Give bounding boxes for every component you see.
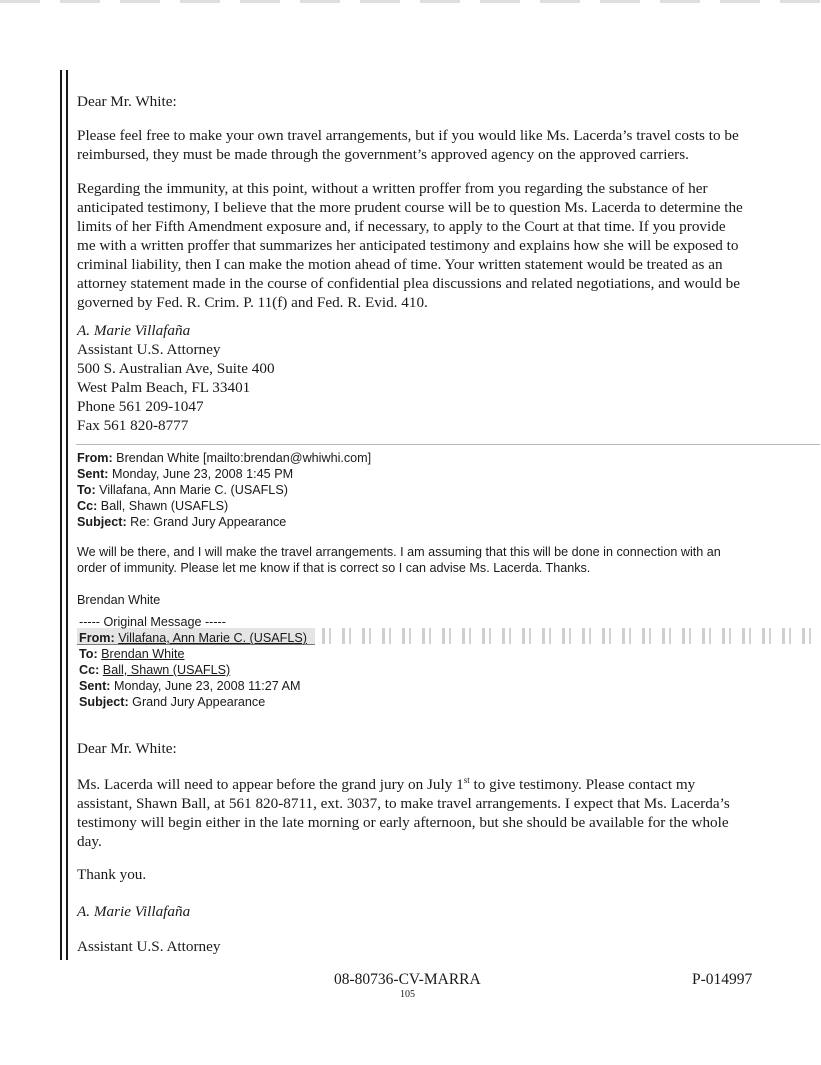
signature-address-2: West Palm Beach, FL 33401 [77,379,251,396]
top-paragraph-2-line: limits of her Fifth Amendment exposure and, if necessary, to apply to the Court at that time. If you provide [77,218,726,235]
original-cc-link[interactable]: Ball, Shawn (USAFLS) [102,663,231,677]
top-paragraph-2-line: Regarding the immunity, at this point, without a written proffer from you regarding the substance of her [77,180,708,197]
top-paragraph-1-line-2: reimbursed, they must be made through the government’s approved agency on the approved carriers. [77,146,689,163]
top-salutation: Dear Mr. White: [77,93,177,110]
top-paragraph-2-line: attorney statement made in the course of confidential plea discussions and related negotiations, and would be [77,275,740,292]
email-cc-label: Cc: [77,499,98,513]
email-body-line-1: We will be there, and I will make the travel arrangements. I am assuming that this will be done in connection with an [77,545,721,559]
original-cc-row [79,662,307,678]
bates-number: P-014997 [692,971,753,988]
original-sent-row [79,678,307,694]
bottom-signature-title: Assistant U.S. Attorney [77,938,221,955]
case-number: 08-80736-CV-MARRA [334,971,481,988]
bottom-paragraph-line: day. [77,833,102,850]
email-from-row [77,450,371,466]
signature-title: Assistant U.S. Attorney [77,341,221,358]
original-to-link[interactable]: Brendan White [101,647,185,661]
email-sent-row [77,466,371,482]
bottom-paragraph-line: testimony will begin either in the late morning or early afternoon, but she should be available for the whole [77,814,729,831]
email-header [77,450,371,530]
original-to-row [79,646,307,662]
original-message-header [79,614,307,710]
top-paragraph-2-line: governed by Fed. R. Crim. P. 11(f) and Fed. R. Evid. 410. [77,294,428,311]
top-paragraph-1 [77,126,817,164]
bottom-paragraph-line-1-start: Ms. Lacerda will need to appear before the grand jury on July 1 [77,776,464,793]
signature-address-1: 500 S. Australian Ave, Suite 400 [77,360,275,377]
original-from-row [79,630,307,646]
original-from-label: From: [79,631,115,645]
bottom-salutation: Dear Mr. White: [77,740,177,757]
top-paragraph-1-line-1: Please feel free to make your own travel arrangements, but if you would like Ms. Lacerda’s travel costs to be [77,127,739,144]
email-sent-label: Sent: [77,467,109,481]
top-paragraph-2-line: me with a written proffer that summarizes her anticipated testimony and explains how she will be exposed to [77,237,739,254]
left-margin-bar-inner [66,70,68,960]
bottom-paragraph-line-1-end: to give testimony. Please contact my [469,776,696,793]
top-paragraph-2-line: criminal liability, then I can make the motion ahead of time. Your written statement would be treated as an [77,256,723,273]
email-cc-row [77,498,371,514]
ordinal-suffix: st [463,774,470,785]
top-paragraph-2-line: anticipated testimony, I believe that the more prudent course will be to question Ms. Lacerda to determine the [77,199,743,216]
email-to-row [77,482,371,498]
bottom-signature-name: A. Marie Villafaña [77,903,191,920]
scan-edge-artifact [0,0,821,3]
email-cc-value: Ball, Shawn (USAFLS) [97,499,229,513]
original-from-link[interactable]: Villafana, Ann Marie C. (USAFLS) [118,631,307,645]
left-margin-bar-outer [60,70,62,960]
email-from-label: From: [77,451,113,465]
email-subject-label: Subject: [77,515,127,529]
email-sent-value: Monday, June 23, 2008 1:45 PM [108,467,294,481]
email-from-value: Brendan White [mailto:brendan@whiwhi.com] [112,451,372,465]
original-subject-value: Grand Jury Appearance [128,695,266,709]
original-message-divider: ----- Original Message ----- [79,615,226,629]
email-body [77,544,721,576]
email-to-label: To: [77,483,96,497]
email-subject-value: Re: Grand Jury Appearance [126,515,287,529]
email-separator [76,444,820,445]
email-subject-row [77,514,371,530]
original-sent-value: Monday, June 23, 2008 11:27 AM [110,679,301,693]
original-subject-row [79,694,307,710]
bottom-paragraph [77,775,817,851]
original-cc-label: Cc: [79,663,100,677]
bottom-paragraph-line: assistant, Shawn Ball, at 561 820-8711, ext. 3037, to make travel arrangements. I expect that Ms. Lacerda’s [77,795,730,812]
email-signoff: Brendan White [77,593,161,607]
signature-phone: Phone 561 209-1047 [77,398,204,415]
email-body-line-2: order of immunity. Please let me know if that is correct so I can advise Ms. Lacerda. Thanks. [77,561,591,575]
original-to-label: To: [79,647,98,661]
original-subject-label: Subject: [79,695,129,709]
signature-block [77,321,275,435]
bottom-paragraph-line-1 [77,775,817,794]
bottom-thanks: Thank you. [77,866,147,883]
email-to-value: Villafana, Ann Marie C. (USAFLS) [95,483,288,497]
top-paragraph-2 [77,179,817,312]
signature-fax: Fax 561 820-8777 [77,417,189,434]
scan-noise-artifact [322,628,817,644]
original-sent-label: Sent: [79,679,111,693]
signature-name: A. Marie Villafaña [77,322,191,339]
page-number: 105 [400,989,415,1000]
